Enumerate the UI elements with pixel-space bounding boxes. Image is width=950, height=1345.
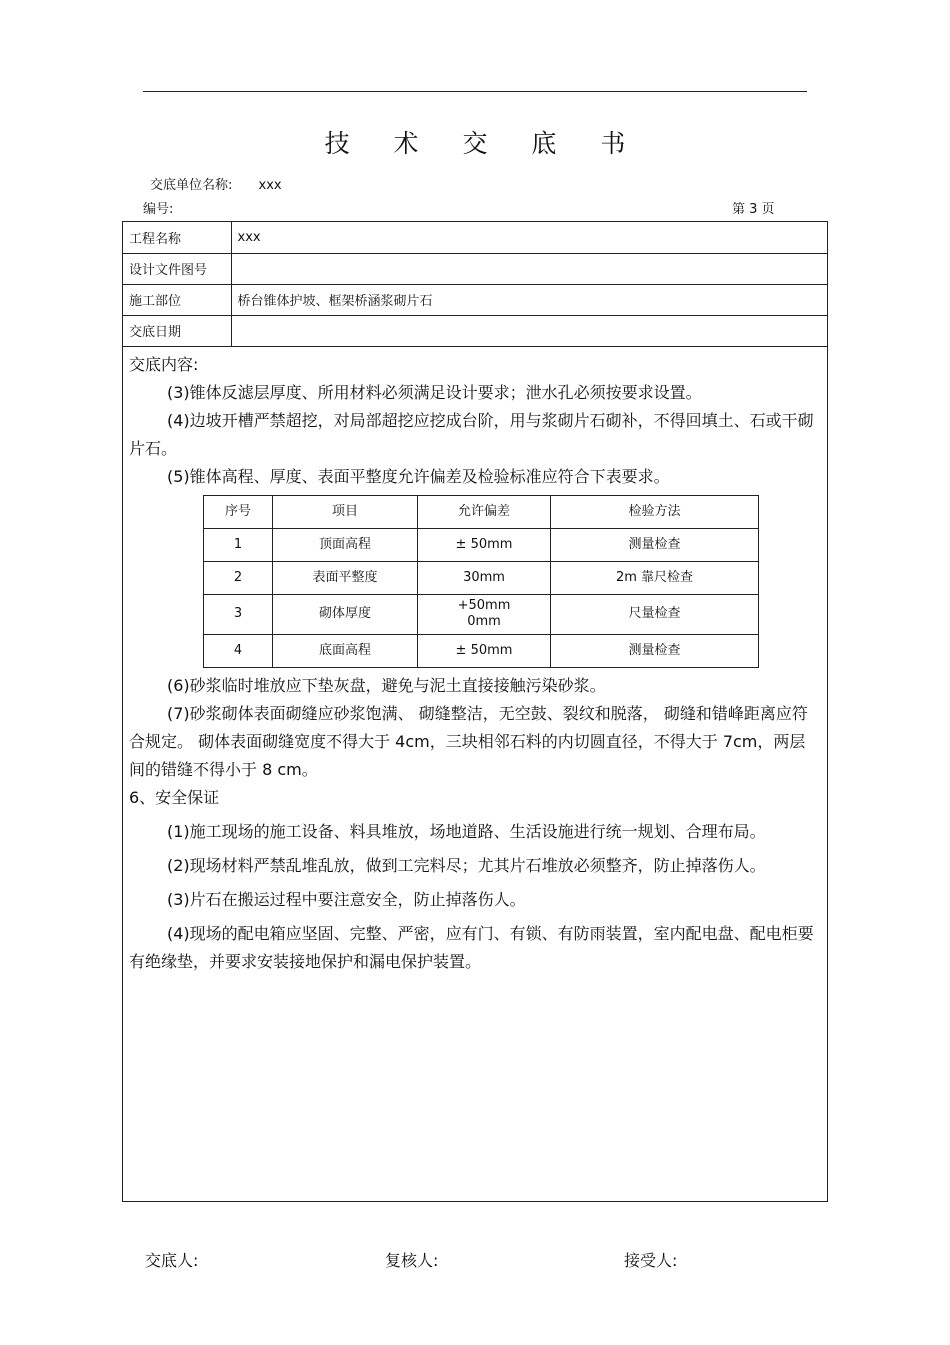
unit-line [150, 174, 282, 193]
table-cell: 测量检查 [551, 528, 759, 561]
unit-value: xxx [258, 178, 282, 193]
disclosure-form [122, 221, 828, 1202]
table-cell: 底面高程 [273, 634, 418, 667]
info-label: 工程名称 [123, 222, 231, 253]
col-header: 允许偏差 [418, 495, 551, 528]
info-row-location [123, 284, 827, 315]
discloser-signature-label: 交底人: [145, 1251, 199, 1270]
safety-clause-2: (2)现场材料严禁乱堆乱放，做到工完料尽；尤其片石堆放必须整齐，防止掉落伤人。 [167, 855, 766, 875]
safety-clause-1: (1)施工现场的施工设备、料具堆放，场地道路、生活设施进行统一规划、合理布局。 [167, 821, 766, 841]
info-label: 设计文件图号 [123, 253, 231, 284]
table-cell: 30mm [418, 561, 551, 594]
table-row [204, 528, 759, 561]
reviewer-signature-label: 复核人: [385, 1251, 439, 1270]
info-value [231, 315, 827, 346]
table-cell: 4 [204, 634, 273, 667]
info-value: 桥台锥体护坡、框架桥涵浆砌片石 [231, 284, 827, 315]
col-header: 项目 [273, 495, 418, 528]
number-label: 编号: [143, 202, 174, 217]
table-cell: 表面平整度 [273, 561, 418, 594]
table-cell: 1 [204, 528, 273, 561]
tolerance-upper: +50mm [457, 598, 511, 613]
info-value [231, 253, 827, 284]
col-header: 序号 [204, 495, 273, 528]
table-cell: ± 50mm [418, 528, 551, 561]
disclosure-content [123, 347, 827, 976]
table-cell: ± 50mm [418, 634, 551, 667]
safety-clause-4: (4)现场的配电箱应坚固、完整、严密，应有门、有锁、有防雨装置，室内配电盘、配电柜要有绝缘垫，并要求安装接地保护和漏电保护装置。 [129, 923, 814, 971]
clause-5: (5)锥体高程、厚度、表面平整度允许偏差及检验标准应符合下表要求。 [167, 466, 670, 486]
info-table [123, 222, 827, 347]
info-value: xxx [231, 222, 827, 253]
table-row [204, 594, 759, 634]
info-label: 施工部位 [123, 284, 231, 315]
info-label: 交底日期 [123, 315, 231, 346]
table-cell: 顶面高程 [273, 528, 418, 561]
clause-4: (4)边坡开槽严禁超挖，对局部超挖应挖成台阶，用与浆砌片石砌补，不得回填土、石或干砌片石。 [129, 410, 814, 458]
info-row-date [123, 315, 827, 346]
info-row-project [123, 222, 827, 253]
clause-6: (6)砂浆临时堆放应下垫灰盘，避免与泥土直接接触污染砂浆。 [167, 675, 606, 695]
page-number: 第 3 页 [732, 202, 775, 217]
unit-label: 交底单位名称: [150, 178, 233, 193]
table-header-row [204, 495, 759, 528]
document-title: 技 术 交 底 书 [324, 129, 644, 158]
tolerance-lower: 0mm [467, 614, 501, 629]
clause-7: (7)砂浆砌体表面砌缝应砂浆饱满、 砌缝整洁，无空鼓、裂纹和脱落， 砌缝和错峰距离应符合规定。 砌体表面砌缝宽度不得大于 4cm，三块相邻石料的内切圆直径，不得大于 7cm，两层间的错缝不得小于 8 cm。 [129, 703, 808, 779]
table-cell: 测量检查 [551, 634, 759, 667]
table-cell: 2m 靠尺检查 [551, 561, 759, 594]
top-rule [143, 91, 807, 92]
table-row [204, 561, 759, 594]
section-heading-safety: 6、安全保证 [129, 787, 220, 807]
table-cell: 3 [204, 594, 273, 634]
tolerance-table [203, 495, 759, 668]
safety-clause-3: (3)片石在搬运过程中要注意安全，防止掉落伤人。 [167, 889, 526, 909]
clause-3: (3)锥体反滤层厚度、所用材料必须满足设计要求；泄水孔必须按要求设置。 [167, 382, 702, 402]
receiver-signature-label: 接受人: [624, 1251, 678, 1270]
table-cell-tolerance [418, 594, 551, 634]
table-row [204, 634, 759, 667]
table-cell: 2 [204, 561, 273, 594]
info-row-drawing [123, 253, 827, 284]
table-cell: 尺量检查 [551, 594, 759, 634]
col-header: 检验方法 [551, 495, 759, 528]
content-heading: 交底内容: [129, 354, 199, 374]
table-cell: 砌体厚度 [273, 594, 418, 634]
